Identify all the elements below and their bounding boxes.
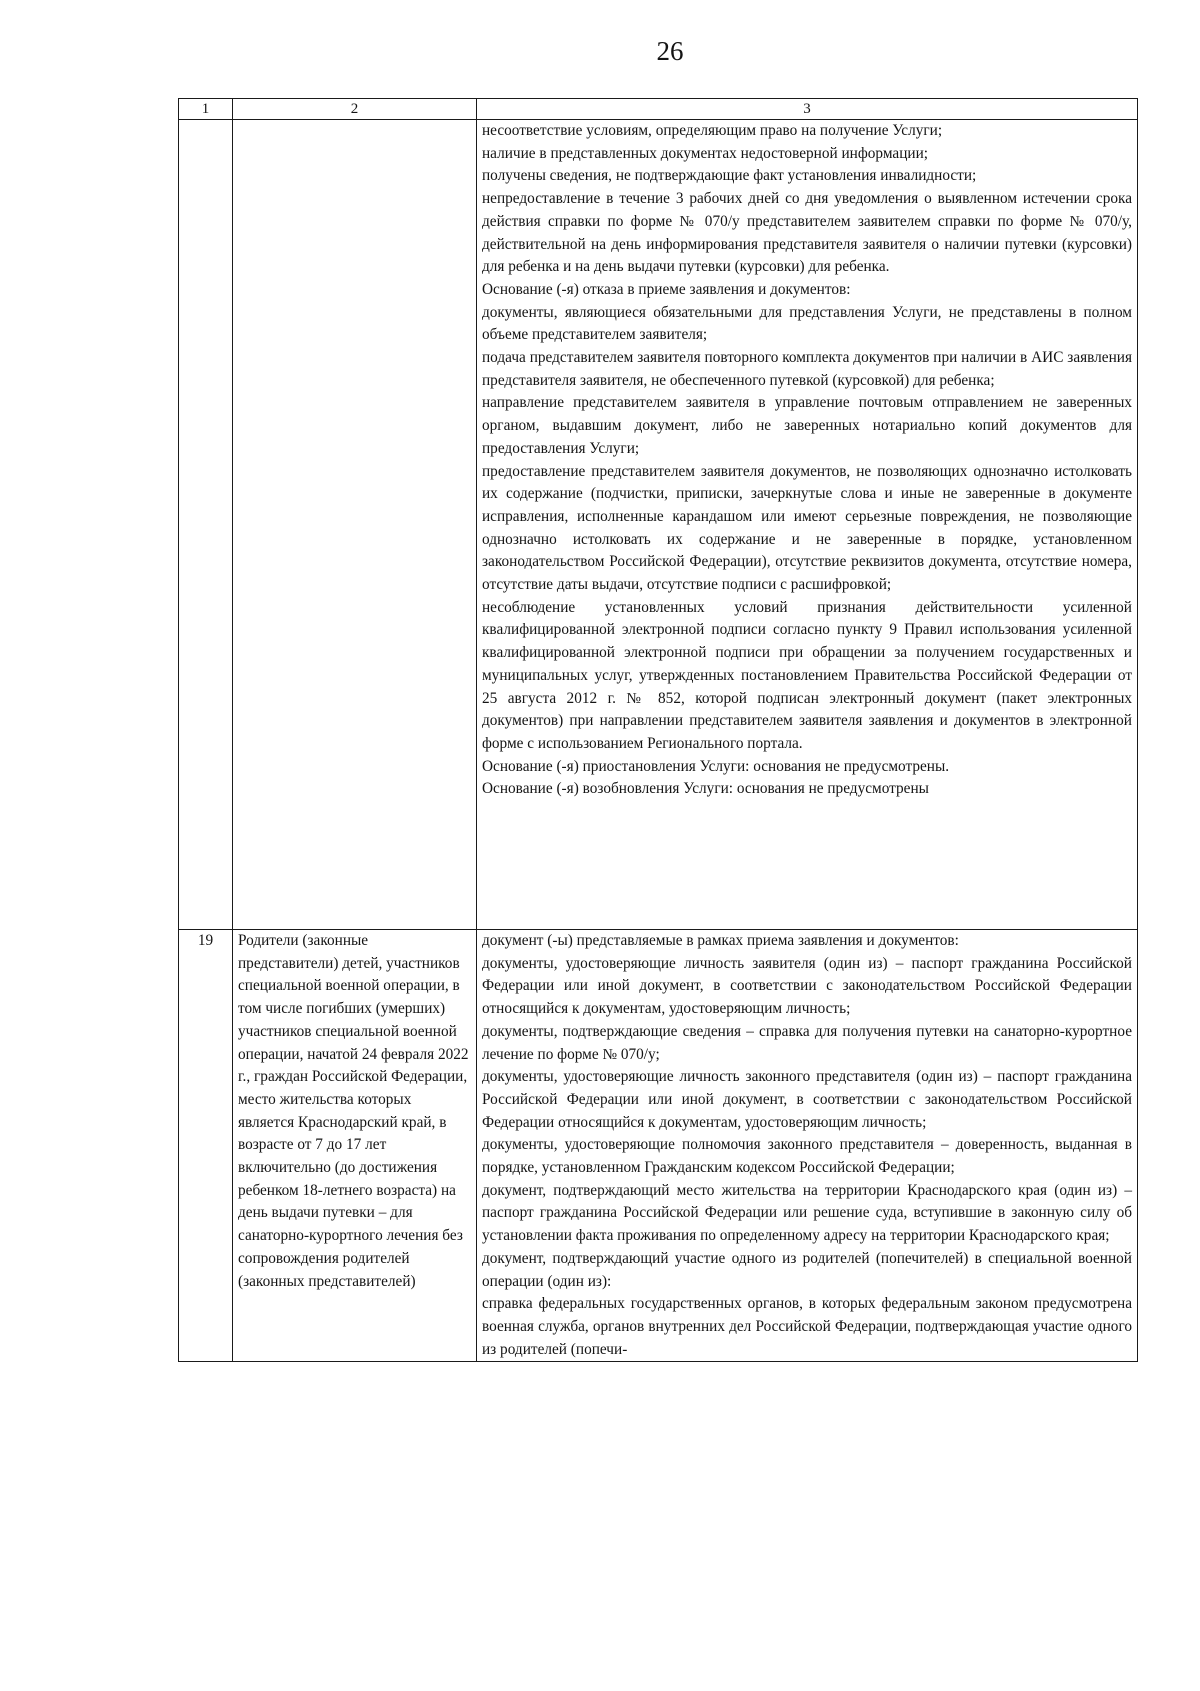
header-col-2: 2 — [233, 99, 477, 120]
row-category — [233, 120, 477, 930]
paragraph: получены сведения, не подтверждающие факт установления инвалидности; — [482, 167, 977, 185]
row-category: Родители (законные представители) детей, участников специальной военной операции, в том числе погибших (умерших) участников специальной военной операции, начатой 24 февраля 2022 г., граждан Российской Федерации, место жительства которых является Краснодарский край, в возрасте от 7 до 17 лет включительно (до достижения ребенком 18-летнего возраста) на день выдачи путевки – для санаторно-курортного лечения без сопровождения родителей (законных представителей) — [233, 930, 477, 1362]
row-conditions — [477, 120, 1138, 930]
paragraph: наличие в представленных документах недостоверной информации; — [482, 144, 929, 162]
paragraph: документы, удостоверяющие личность заявителя (один из) – паспорт гражданина Российской Федерации или иной документ, в соответствии с законодательством Российской Федерации относящийся к документам, удостоверяющим личность; — [482, 954, 1132, 1018]
page-number: 26 — [656, 36, 684, 66]
paragraph: справка федеральных государственных органов, в которых федеральным законом предусмотрена военная служба, органов внутренних дел Российской Федерации, подтверждающая участие одного из родителей (попечи- — [482, 1295, 1132, 1358]
table-row-continued — [179, 120, 1138, 930]
paragraph: предоставление представителем заявителя документов, не позволяющих однозначно истолковать их содержание (подчистки, приписки, зачеркнутые слова и иные не заверенные в документе исправления, исполненные карандашом или имеют серьезные повреждения, не позволяющие однозначно истолковать их содержание и не заверенные в порядке, установленном законодательством Российской Федерации), отсутствие реквизитов документа, отсутствие номера, отсутствие даты выдачи, отсутствие подписи с расшифровкой; — [482, 462, 1132, 594]
paragraph: Основание (-я) приостановления Услуги: основания не предусмотрены. — [482, 757, 950, 775]
paragraph: направление представителем заявителя в управление почтовым отправлением не заверенных органом, выдавшим документ, либо не заверенных нотариально копий документов для предоставления Услуги; — [482, 394, 1132, 457]
paragraph: документы, подтверждающие сведения – справка для получения путевки на санаторно-курортное лечение по форме № 070/у; — [482, 1022, 1132, 1063]
paragraph: документ, подтверждающий место жительства на территории Краснодарского края (один из) – паспорт гражданина Российской Федерации или решение суда, вступившие в законную силу об установлении факта проживания по определенному адресу на территории Краснодарского края; — [482, 1181, 1132, 1245]
header-col-1: 1 — [179, 99, 233, 120]
paragraph: непредоставление в течение 3 рабочих дней со дня уведомления о выявленном истечении срока действия справки по форме № 070/у представителем заявителем справки по форме № 070/у, действительной на день информирования представителя заявителя о наличии путевки (курсовки) для ребенка и на день выдачи путевки (курсовки) для ребенка. — [482, 190, 1132, 276]
paragraph: Основание (-я) возобновления Услуги: основания не предусмотрены — [482, 780, 929, 798]
paragraph: документы, удостоверяющие полномочия законного представителя – доверенность, выданная в порядке, установленном Гражданским кодексом Российской Федерации; — [482, 1136, 1132, 1177]
paragraph: Основание (-я) отказа в приеме заявления и документов: — [482, 280, 851, 298]
paragraph: документы, являющиеся обязательными для представления Услуги, не представлены в полном объеме представителем заявителя; — [482, 303, 1132, 344]
paragraph: документы, удостоверяющие личность законного представителя (один из) – паспорт гражданина Российской Федерации или иной документ, в соответствии с законодательством Российской Федерации относящийся к документам, удостоверяющим личность; — [482, 1068, 1132, 1131]
row-documents — [477, 930, 1138, 1362]
paragraph: документ (-ы) представляемые в рамках приема заявления и документов: — [482, 932, 959, 949]
services-table — [178, 98, 1138, 1362]
table-row-19 — [179, 930, 1138, 1362]
table-header-row — [179, 99, 1138, 120]
header-col-3: 3 — [477, 99, 1138, 120]
row-number: 19 — [179, 930, 233, 1362]
paragraph: документ, подтверждающий участие одного из родителей (попечителей) в специальной военной операции (один из): — [482, 1249, 1132, 1290]
paragraph: несоблюдение установленных условий признания действительности усиленной квалифицированной электронной подписи согласно пункту 9 Правил использования усиленной квалифицированной электронной подписи при обращении за получением государственных и муниципальных услуг, утвержденных постановлением Правительства Российской Федерации от 25 августа 2012 г. № 852, которой подписан электронный документ (пакет электронных документов) при направлении представителем заявителя заявления и документов в электронной форме с использованием Регионального портала. — [482, 598, 1132, 752]
paragraph: несоответствие условиям, определяющим право на получение Услуги; — [482, 122, 943, 139]
row-number — [179, 120, 233, 930]
paragraph: подача представителем заявителя повторного комплекта документов при наличии в АИС заявления представителя заявителя, не обеспеченного путевкой (курсовкой) для ребенка; — [482, 349, 1132, 389]
